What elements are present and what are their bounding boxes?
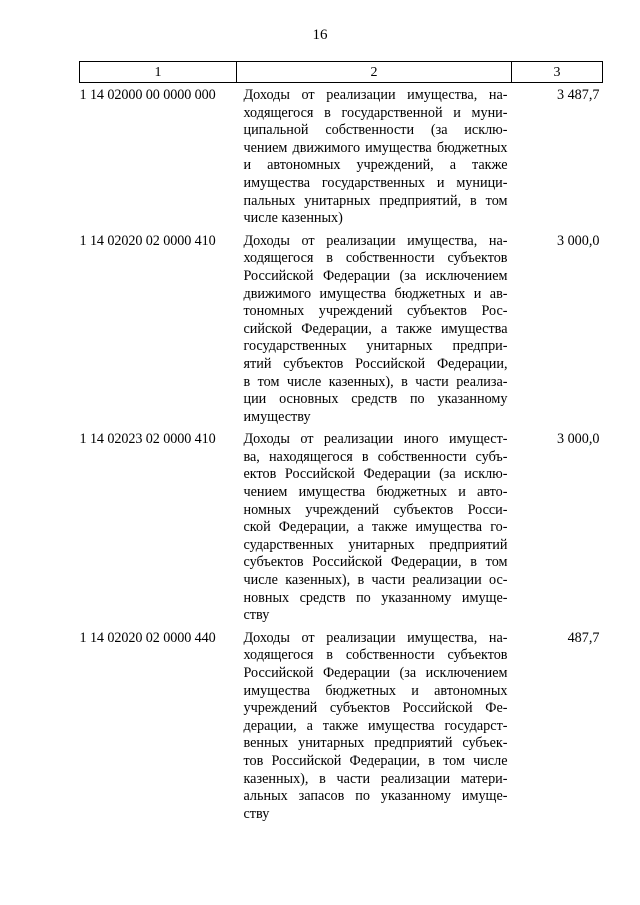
description-line: тономных учреждений субъектов Рос-	[243, 303, 508, 320]
description-line: имущества государственных и муници-	[243, 174, 508, 191]
revenue-code: 1 14 02023 02 0000 410	[79, 431, 216, 448]
table-row	[80, 426, 603, 625]
revenue-description	[237, 228, 512, 427]
description-line: ству	[243, 607, 270, 624]
revenue-amount: 3 000,0	[556, 431, 600, 448]
description-line: ской Федерации, а также имущества го-	[243, 519, 508, 536]
table-row	[80, 625, 603, 824]
description-line: ва, находящегося в собственности субъ-	[243, 448, 508, 465]
description-line: пальных унитарных предприятий, в том	[243, 192, 508, 209]
description-line: числе казенных), в части реализации ос-	[243, 572, 508, 589]
page-number: 16	[312, 27, 328, 43]
description-line: числе казенных)	[243, 210, 343, 227]
revenue-amount: 3 487,7	[556, 87, 600, 103]
description-line: имущества бюджетных и автономных	[243, 682, 508, 699]
description-line: сударственных унитарных предприятий	[243, 536, 508, 553]
description-line: сийской Федерации, а также имущества	[243, 320, 508, 337]
description-line: Доходы от реализации имущества, на-	[243, 232, 508, 249]
description-line: ятий субъектов Российской Федерации,	[243, 355, 508, 372]
description-line: номных учреждений субъектов Росси-	[243, 501, 508, 518]
revenue-code: 1 14 02000 00 0000 000	[79, 87, 216, 103]
description-line: Доходы от реализации имущества, на-	[243, 629, 508, 646]
description-line: имуществу	[243, 408, 311, 425]
description-line: учреждений субъектов Российской Фе-	[243, 700, 508, 717]
description-line: чением движимого имущества бюджетных	[243, 139, 508, 156]
description-line: государственных унитарных предпри-	[243, 338, 508, 355]
description-line: новных средств по указанному имуще-	[243, 589, 508, 606]
table-header-row	[80, 62, 603, 83]
revenue-description	[237, 426, 512, 625]
description-line: субъектов Российской Федерации, в том	[243, 554, 508, 571]
column-header-amount: 3	[512, 62, 603, 83]
description-line: ектов Российской Федерации (за исклю-	[243, 466, 508, 483]
table-body	[80, 83, 603, 824]
table-row	[80, 228, 603, 427]
description-line: Российской Федерации (за исключением	[243, 267, 508, 284]
revenue-description	[237, 83, 512, 228]
description-line: в том числе казенных), в части реализа-	[243, 373, 508, 390]
description-line: движимого имущества бюджетных и ав-	[243, 285, 508, 302]
budget-revenue-table	[79, 61, 603, 823]
description-line: ции основных средств по указанному	[243, 391, 508, 408]
description-line: ходящегося в собственности субъектов	[243, 250, 508, 267]
description-line: ходящегося в собственности субъектов	[243, 647, 508, 664]
description-line: ходящегося в государственной и муни-	[243, 104, 508, 121]
revenue-amount: 3 000,0	[556, 232, 600, 249]
description-line: ству	[243, 805, 270, 822]
description-line: Доходы от реализации иного имущест-	[243, 431, 508, 448]
description-line: казенных), в части реализации матери-	[243, 770, 508, 787]
column-header-description: 2	[237, 62, 512, 83]
description-line: дерации, а также имущества государст-	[243, 717, 508, 734]
description-line: венных унитарных предприятий субъек-	[243, 735, 508, 752]
description-line: ципальной собственности (за исклю-	[243, 122, 508, 139]
description-line: и автономных учреждений, а также	[243, 157, 508, 174]
description-line: Доходы от реализации имущества, на-	[243, 87, 508, 103]
revenue-description	[237, 625, 512, 824]
column-header-code: 1	[80, 62, 237, 83]
description-line: альных запасов по указанному имуще-	[243, 788, 508, 805]
description-line: чением имущества бюджетных и авто-	[243, 484, 508, 501]
description-line: Российской Федерации (за исключением	[243, 665, 508, 681]
table-row	[80, 83, 603, 228]
description-line: тов Российской Федерации, в том числе	[243, 752, 508, 769]
revenue-code: 1 14 02020 02 0000 410	[79, 232, 216, 249]
revenue-amount: 487,7	[567, 629, 600, 646]
revenue-code: 1 14 02020 02 0000 440	[79, 629, 216, 646]
